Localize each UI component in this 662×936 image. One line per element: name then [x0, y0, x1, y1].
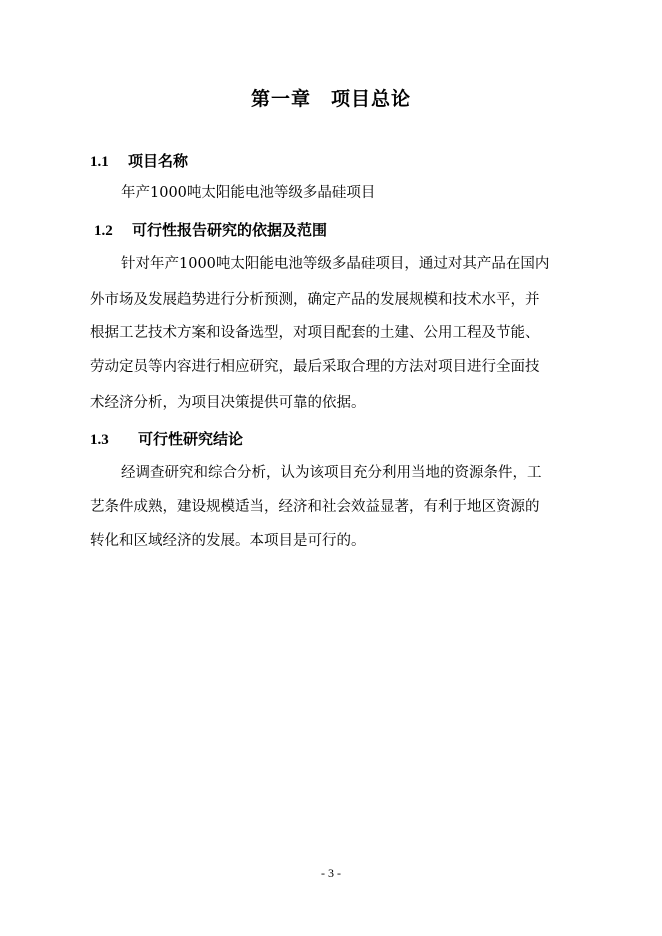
section-title: 可行性研究结论 — [138, 430, 244, 448]
section-heading-1-2 — [94, 219, 327, 240]
section-heading-1-1 — [90, 150, 188, 171]
section-number: 1.3 — [90, 432, 109, 448]
section-title: 可行性报告研究的依据及范围 — [132, 221, 328, 239]
paragraph-line: 转化和区域经济的发展。本项目是可行的。 — [90, 533, 366, 549]
section-number: 1.2 — [94, 223, 113, 239]
page-number: - 3 - — [321, 866, 341, 880]
paragraph-line: 针对年产1000吨太阳能电池等级多晶硅项目，通过对其产品在国内 — [121, 256, 550, 272]
section-heading-1-3 — [90, 428, 243, 449]
paragraph-line: 年产1000吨太阳能电池等级多晶硅项目 — [121, 185, 376, 201]
paragraph-line: 外市场及发展趋势进行分析预测，确定产品的发展规模和技术水平，并 — [90, 292, 540, 308]
paragraph-line: 术经济分析，为项目决策提供可靠的依据。 — [90, 395, 366, 411]
section-number: 1.1 — [90, 154, 109, 170]
paragraph-line: 劳动定员等内容进行相应研究，最后采取合理的方法对项目进行全面技 — [90, 359, 540, 375]
paragraph-line: 艺条件成熟，建设规模适当，经济和社会效益显著，有利于地区资源的 — [90, 499, 540, 515]
paragraph-line: 根据工艺技术方案和设备选型，对项目配套的土建、公用工程及节能、 — [90, 325, 540, 341]
section-title: 项目名称 — [128, 152, 189, 170]
paragraph-line: 经调查研究和综合分析，认为该项目充分利用当地的资源条件，工 — [121, 465, 542, 481]
chapter-title: 第一章 项目总论 — [250, 88, 411, 110]
